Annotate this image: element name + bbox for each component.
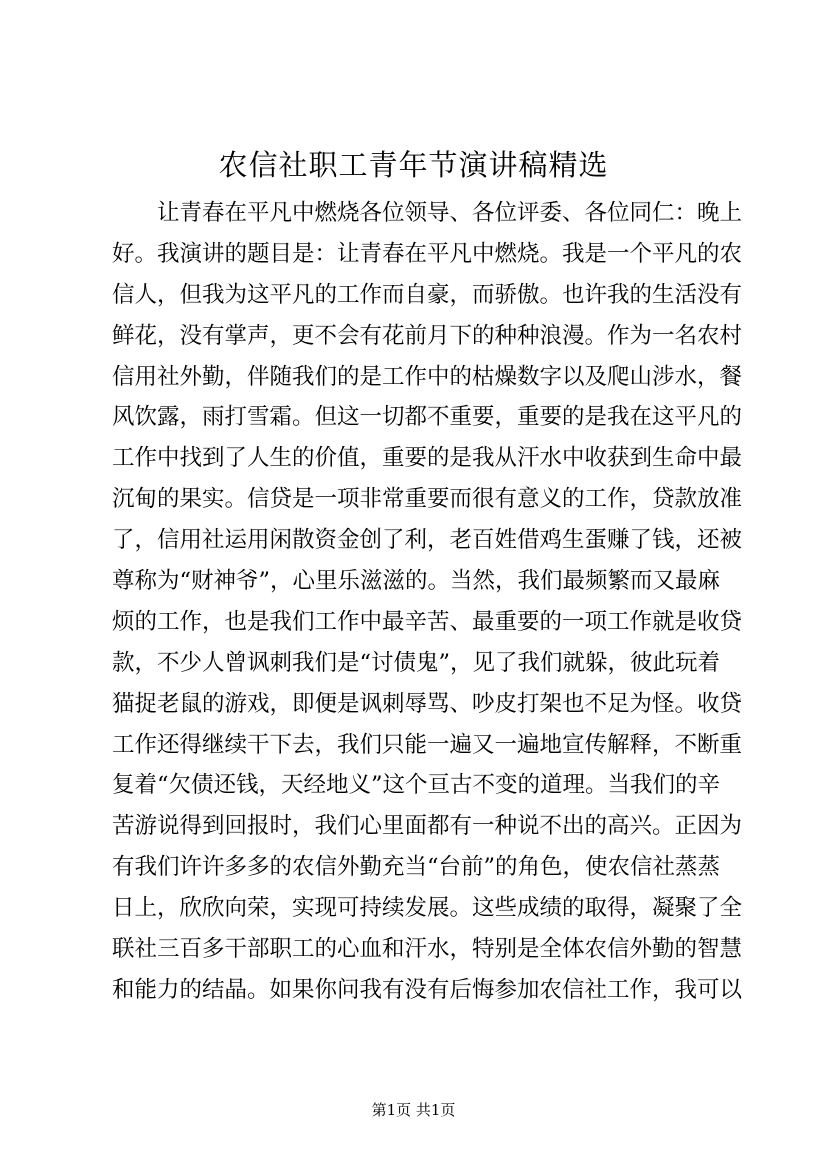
- text-line: 和能力的结晶。如果你问我有没有后悔参加农信社工作，我可以: [112, 976, 743, 1003]
- text-line: 鲜花，没有掌声，更不会有花前月下的种种浪漫。作为一名农村: [112, 322, 743, 349]
- text-line: 烦的工作，也是我们工作中最辛苦、最重要的一项工作就是收贷: [112, 608, 743, 635]
- page-footer: 第1页 共1页: [371, 1101, 456, 1119]
- text-line: 好。我演讲的题目是：让青春在平凡中燃烧。我是一个平凡的农: [112, 240, 743, 267]
- text-line: 复着“欠债还钱，天经地义”这个亘古不变的道理。当我们的辛: [112, 772, 721, 799]
- text-line: 尊称为“财神爷”，心里乐滋滋的。当然，我们最频繁而又最麻: [112, 568, 721, 595]
- text-line: 日上，欣欣向荣，实现可持续发展。这些成绩的取得，凝聚了全: [112, 895, 743, 922]
- text-line: 工作中找到了人生的价值，重要的是我从汗水中收获到生命中最: [112, 445, 743, 472]
- text-line: 让青春在平凡中燃烧各位领导、各位评委、各位同仁：晚上: [157, 200, 743, 226]
- text-line: 沉甸的果实。信贷是一项非常重要而很有意义的工作，贷款放准: [112, 486, 743, 513]
- text-line: 款，不少人曾讽刺我们是“讨债鬼”，见了我们就躲，彼此玩着: [112, 649, 721, 676]
- body-text: [112, 193, 743, 1011]
- document-title: 农信社职工青年节演讲稿精选: [218, 148, 609, 182]
- text-line: 有我们许许多多的农信外勤充当“台前”的角色，使农信社蒸蒸: [112, 854, 721, 881]
- text-line: 信用社外勤，伴随我们的是工作中的枯燥数字以及爬山涉水，餐: [112, 363, 743, 390]
- text-line: 工作还得继续干下去，我们只能一遍又一遍地宣传解释，不断重: [112, 731, 743, 758]
- text-line: 猫捉老鼠的游戏，即便是讽刺辱骂、吵皮打架也不足为怪。收贷: [112, 690, 743, 717]
- text-line: 风饮露，雨打雪霜。但这一切都不重要，重要的是我在这平凡的: [112, 404, 743, 431]
- text-line: 联社三百多干部职工的心血和汗水，特别是全体农信外勤的智慧: [112, 936, 743, 963]
- text-line: 信人，但我为这平凡的工作而自豪，而骄傲。也许我的生活没有: [112, 281, 743, 308]
- text-line: 了，信用社运用闲散资金创了利，老百姓借鸡生蛋赚了钱，还被: [112, 527, 743, 554]
- text-line: 苦游说得到回报时，我们心里面都有一种说不出的高兴。正因为: [112, 813, 743, 840]
